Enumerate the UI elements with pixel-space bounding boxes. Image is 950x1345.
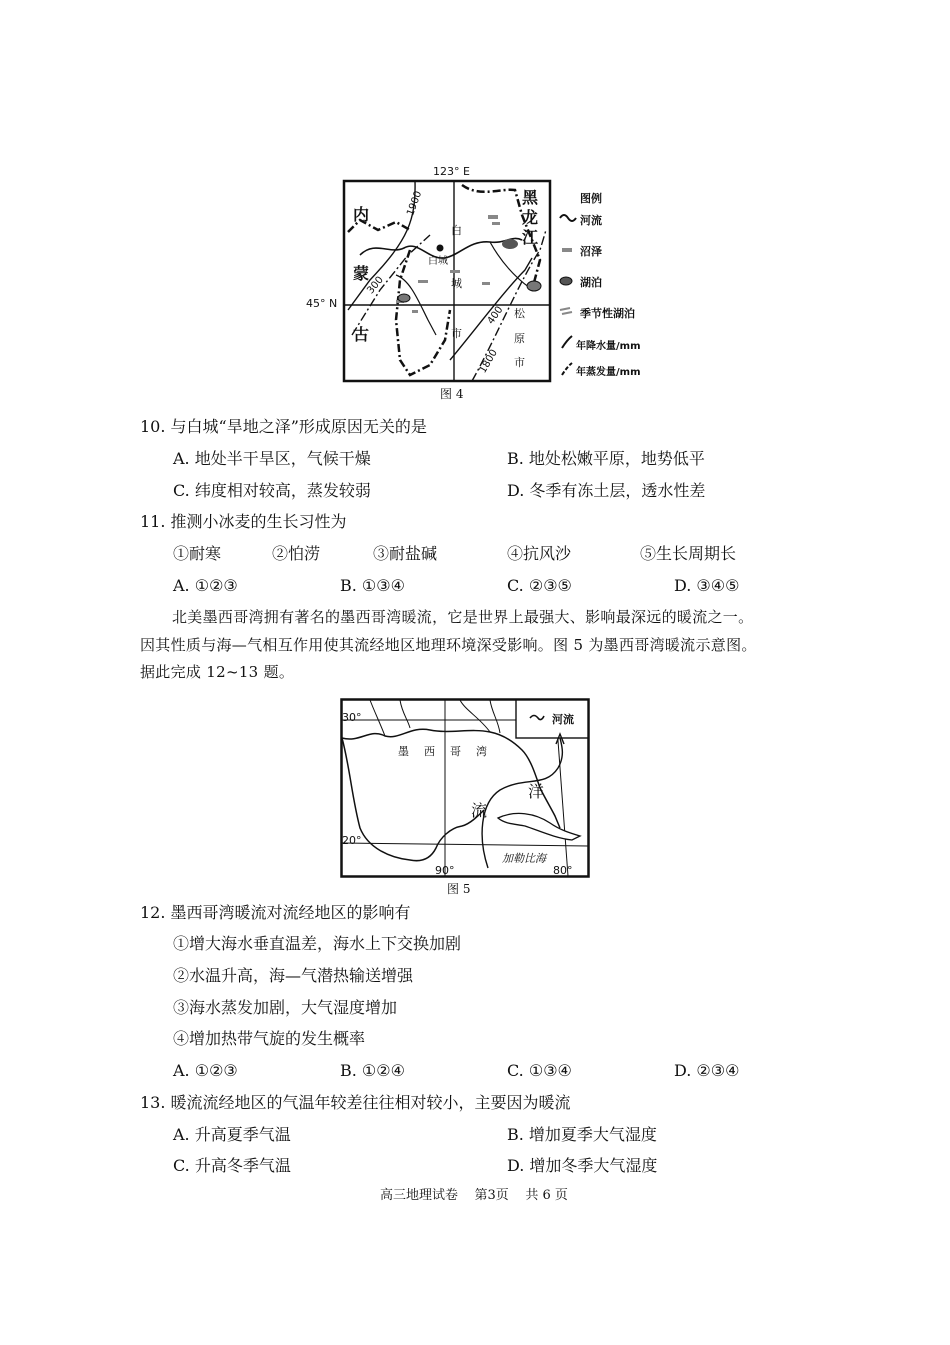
legend-title: 图例	[580, 192, 602, 205]
region-nei: 内	[353, 205, 370, 224]
region-hei: 黑	[522, 188, 539, 207]
lon-80-label: 80°	[553, 864, 573, 877]
legend-marsh: 沼泽	[580, 245, 602, 258]
q11-item-1: ①耐寒	[173, 544, 222, 563]
q13-option-a[interactable]: A. 升高夏季气温	[173, 1125, 291, 1144]
q11-item-3: ③耐盐碱	[373, 544, 438, 563]
lon-90-label: 90°	[435, 864, 455, 877]
q10-stem: 10. 与白城“旱地之泽”形成原因无关的是	[140, 417, 427, 436]
stream-label-liu: 流	[471, 801, 488, 820]
lat-label: 45° N	[306, 297, 338, 310]
legend-lake: 湖泊	[580, 276, 602, 289]
isoline-1800: 1800	[477, 347, 500, 376]
q12-item-3: ③海水蒸发加剧，大气湿度增加	[173, 998, 398, 1017]
q11-item-5: ⑤生长周期长	[640, 544, 737, 563]
legend-precipitation: 年降水量/mm	[576, 341, 641, 352]
region-bai: 白	[451, 224, 462, 237]
q13-option-c[interactable]: C. 升高冬季气温	[173, 1156, 291, 1175]
passage-line-1: 北美墨西哥湾拥有著名的墨西哥湾暖流，它是世界上最强大、影响最深远的暖流之一。	[172, 608, 754, 626]
q12-option-a[interactable]: A. ①②③	[173, 1061, 238, 1080]
page-footer: 高三地理试卷 第3页 共 6 页	[380, 1188, 568, 1203]
q13-option-b[interactable]: B. 增加夏季大气湿度	[507, 1125, 657, 1144]
caribbean-label: 加勒比海	[502, 852, 546, 865]
q11-item-2: ②怕涝	[272, 544, 321, 563]
isoline-400: 400	[485, 304, 506, 327]
figure-4-caption: 图 4	[440, 387, 464, 401]
legend-river: 河流	[580, 214, 602, 227]
lon-label: 123° E	[433, 165, 470, 178]
region-cheng: 城	[451, 277, 462, 290]
figure-5	[340, 698, 590, 878]
passage-line-2: 因其性质与海—气相互作用使其流经地区地理环境深受影响。图 5 为墨西哥湾暖流示意图。	[140, 636, 757, 654]
q11-option-d[interactable]: D. ③④⑤	[674, 576, 740, 595]
region-long: 龙	[522, 208, 539, 227]
q12-item-4: ④增加热带气旋的发生概率	[173, 1029, 366, 1048]
q11-item-4: ④抗风沙	[507, 544, 572, 563]
q10-option-c[interactable]: C. 纬度相对较高，蒸发较弱	[173, 481, 371, 500]
legend-seasonal-lake: 季节性湖泊	[580, 307, 635, 320]
q12-item-1: ①增大海水垂直温差，海水上下交换加剧	[173, 934, 462, 953]
region-meng: 蒙	[353, 264, 370, 283]
figure-5-caption: 图 5	[447, 882, 471, 896]
q12-item-2: ②水温升高，海—气潜热输送增强	[173, 966, 414, 985]
gulf-label-2: 西	[424, 745, 435, 758]
q11-option-a[interactable]: A. ①②③	[173, 576, 238, 595]
q10-option-d[interactable]: D. 冬季有冻土层，透水性差	[507, 481, 706, 500]
gulf-label-1: 墨	[398, 745, 409, 758]
q10-option-b[interactable]: B. 地处松嫩平原，地势低平	[507, 449, 705, 468]
q11-option-c[interactable]: C. ②③⑤	[507, 576, 572, 595]
legend-river-label: 河流	[552, 713, 574, 726]
region-yuan: 原	[514, 332, 525, 345]
region-shi-1: 市	[451, 327, 462, 340]
gulf-label-4: 湾	[476, 745, 487, 758]
region-song: 松	[514, 307, 525, 320]
isoline-300: 300	[365, 274, 386, 297]
isoline-1900: 1900	[405, 189, 425, 218]
gulf-label-3: 哥	[450, 745, 461, 758]
q12-option-c[interactable]: C. ①③④	[507, 1061, 572, 1080]
lat-30-label: 30°	[342, 711, 362, 724]
lat-20-label: 20°	[342, 834, 362, 847]
region-gu: 古	[353, 325, 370, 344]
q12-option-d[interactable]: D. ②③④	[674, 1061, 740, 1080]
q11-option-b[interactable]: B. ①③④	[340, 576, 405, 595]
q13-option-d[interactable]: D. 增加冬季大气湿度	[507, 1156, 658, 1175]
figure-4	[300, 160, 660, 385]
q10-option-a[interactable]: A. 地处半干旱区，气候干燥	[173, 449, 371, 468]
q11-stem: 11. 推测小冰麦的生长习性为	[140, 512, 347, 531]
city-baicheng: 白城	[428, 256, 448, 267]
passage-line-3: 据此完成 12~13 题。	[140, 663, 295, 681]
region-jiang: 江	[522, 228, 539, 247]
region-shi-2: 市	[514, 356, 525, 369]
legend-evaporation: 年蒸发量/mm	[576, 367, 641, 378]
q12-stem: 12. 墨西哥湾暖流对流经地区的影响有	[140, 903, 411, 922]
stream-label-yang: 洋	[528, 782, 545, 801]
q13-stem: 13. 暖流流经地区的气温年较差往往相对较小，主要因为暖流	[140, 1093, 571, 1112]
q12-option-b[interactable]: B. ①②④	[340, 1061, 405, 1080]
